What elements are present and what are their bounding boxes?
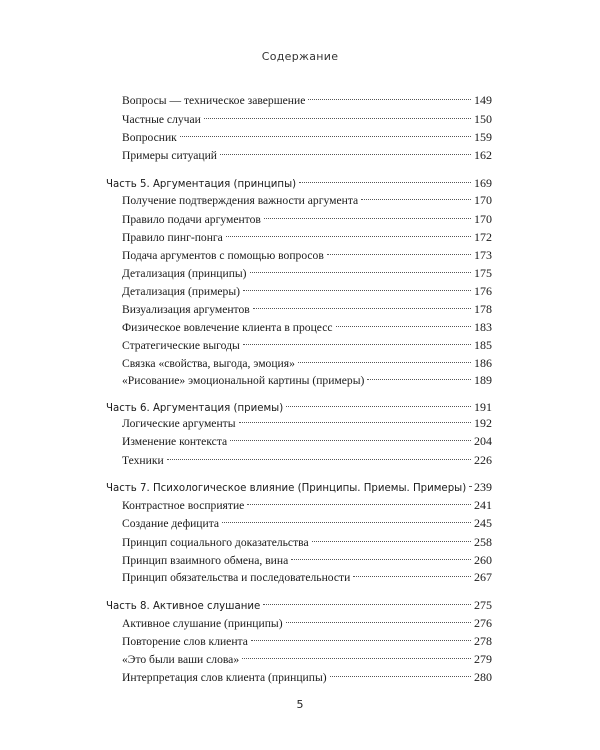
toc-entry-title: «Это были ваши слова» xyxy=(122,653,240,666)
toc-entry-title: Техники xyxy=(122,454,164,467)
toc-entry-title: Часть 7. Психологическое влияние (Принципы. Приемы. Примеры) xyxy=(106,483,467,494)
toc-entry xyxy=(122,354,492,372)
toc-entry-title: Частные случаи xyxy=(122,113,201,126)
toc-entry-title: Принцип обязательства и последовательности xyxy=(122,571,351,584)
toc-part-entry xyxy=(106,174,492,192)
dot-leader xyxy=(180,136,471,137)
toc-entry xyxy=(122,632,492,650)
toc-entry-title: Физическое вовлечение клиента в процесс xyxy=(122,321,333,334)
dot-leader xyxy=(220,154,471,155)
toc-entry-title: Часть 6. Аргументация (приемы) xyxy=(106,403,284,414)
toc-entry-page: 170 xyxy=(474,212,492,226)
dot-leader xyxy=(298,362,471,363)
toc-entry xyxy=(122,318,492,336)
dot-leader xyxy=(226,236,471,237)
dot-leader xyxy=(312,541,471,542)
toc-entry xyxy=(122,650,492,668)
toc-entry-page: 150 xyxy=(474,112,492,126)
toc-entry-title: Стратегические выгоды xyxy=(122,339,240,352)
toc-entry xyxy=(122,146,492,164)
dot-leader xyxy=(230,440,471,441)
dot-leader xyxy=(286,622,471,623)
dot-leader xyxy=(250,272,471,273)
toc-entry xyxy=(122,614,492,632)
dot-leader xyxy=(286,406,471,407)
toc-entry xyxy=(122,246,492,264)
toc-part-entry xyxy=(106,478,492,496)
toc-entry-page: 178 xyxy=(474,302,492,316)
toc-entry xyxy=(122,210,492,228)
toc-entry-title: Часть 5. Аргументация (принципы) xyxy=(106,179,297,190)
toc-entry xyxy=(122,91,492,109)
toc-entry-page: 280 xyxy=(474,670,492,684)
toc-entry-title: Повторение слов клиента xyxy=(122,635,248,648)
toc-entry-title: Создание дефицита xyxy=(122,517,220,530)
toc-entry-title: Связка «свойства, выгода, эмоция» xyxy=(122,357,295,370)
toc-entry-page: 185 xyxy=(474,338,492,352)
toc-entry xyxy=(122,551,492,569)
page-header: Содержание xyxy=(261,50,339,63)
toc-entry-title: Детализация (принципы) xyxy=(122,267,247,280)
toc-entry-title: Подача аргументов с помощью вопросов xyxy=(122,249,324,262)
toc-entry xyxy=(122,668,492,686)
toc-entry-page: 186 xyxy=(474,356,492,370)
toc-entry-title: Принцип взаимного обмена, вина xyxy=(122,554,289,567)
toc-entry-title: Принцип социального доказательства xyxy=(122,536,309,549)
toc-entry-page: 267 xyxy=(474,570,492,584)
toc-entry-page: 278 xyxy=(474,634,492,648)
dot-leader xyxy=(367,379,471,380)
dot-leader xyxy=(299,182,471,183)
toc-entry-title: Интерпретация слов клиента (принципы) xyxy=(122,671,327,684)
toc-entry-page: 176 xyxy=(474,284,492,298)
toc-entry xyxy=(122,128,492,146)
toc-entry-title: Вопросник xyxy=(122,131,177,144)
toc-entry-title: Контрастное восприятие xyxy=(122,499,245,512)
toc-entry-title: Детализация (примеры) xyxy=(122,285,241,298)
toc-entry-page: 149 xyxy=(474,93,492,107)
toc-entry xyxy=(122,451,492,469)
toc-entry-title: Получение подтверждения важности аргумента xyxy=(122,194,359,207)
dot-leader xyxy=(204,118,471,119)
dot-leader xyxy=(251,640,471,641)
toc-entry-title: Правило пинг-понга xyxy=(122,231,223,244)
toc-entry-page: 191 xyxy=(474,400,492,414)
dot-leader xyxy=(330,676,471,677)
toc-entry-page: 260 xyxy=(474,553,492,567)
toc-entry-title: Логические аргументы xyxy=(122,417,236,430)
toc-entry-page: 279 xyxy=(474,652,492,666)
toc-entry-title: Правило подачи аргументов xyxy=(122,213,261,226)
toc-entry-page: 159 xyxy=(474,130,492,144)
toc-entry-title: Вопросы — техническое завершение xyxy=(122,94,306,107)
toc-entry-page: 175 xyxy=(474,266,492,280)
page-number: 5 xyxy=(296,698,304,711)
dot-leader xyxy=(336,326,472,327)
toc-entry-page: 183 xyxy=(474,320,492,334)
toc-entry xyxy=(122,568,492,586)
toc-entry xyxy=(122,191,492,209)
dot-leader xyxy=(167,459,471,460)
toc-entry-page: 189 xyxy=(474,373,492,387)
toc-entry-title: «Рисование» эмоциональной картины (примеры) xyxy=(122,374,365,387)
toc-entry xyxy=(122,514,492,532)
toc-entry-page: 226 xyxy=(474,453,492,467)
dot-leader xyxy=(308,99,471,100)
dot-leader xyxy=(243,290,471,291)
toc-entry xyxy=(122,336,492,354)
toc-entry-page: 170 xyxy=(474,193,492,207)
toc-entry-title: Примеры ситуаций xyxy=(122,149,218,162)
dot-leader xyxy=(361,199,471,200)
toc-entry xyxy=(122,110,492,128)
toc-entry-page: 173 xyxy=(474,248,492,262)
toc-entry-title: Визуализация аргументов xyxy=(122,303,250,316)
toc-entry-page: 162 xyxy=(474,148,492,162)
toc-entry-page: 241 xyxy=(474,498,492,512)
toc-entry xyxy=(122,300,492,318)
dot-leader xyxy=(264,218,471,219)
toc-entry-page: 172 xyxy=(474,230,492,244)
toc-entry-title: Активное слушание (принципы) xyxy=(122,617,283,630)
dot-leader xyxy=(239,422,471,423)
toc-entry xyxy=(122,496,492,514)
dot-leader xyxy=(469,486,471,487)
toc-entry xyxy=(122,432,492,450)
toc-part-entry xyxy=(106,596,492,614)
toc-entry-page: 169 xyxy=(474,176,492,190)
toc-entry-title: Изменение контекста xyxy=(122,435,228,448)
dot-leader xyxy=(291,559,471,560)
toc-entry-page: 258 xyxy=(474,535,492,549)
toc-entry-page: 192 xyxy=(474,416,492,430)
toc-entry xyxy=(122,282,492,300)
dot-leader xyxy=(327,254,471,255)
toc-entry xyxy=(122,228,492,246)
toc-entry-page: 204 xyxy=(474,434,492,448)
dot-leader xyxy=(353,576,471,577)
toc-entry-page: 276 xyxy=(474,616,492,630)
toc-entry-title: Часть 8. Активное слушание xyxy=(106,601,261,612)
toc-entry xyxy=(122,533,492,551)
toc-entry-page: 239 xyxy=(474,480,492,494)
toc-entry-page: 275 xyxy=(474,598,492,612)
dot-leader xyxy=(242,658,471,659)
dot-leader xyxy=(263,604,471,605)
dot-leader xyxy=(243,344,471,345)
toc-entry-page: 245 xyxy=(474,516,492,530)
toc-entry xyxy=(122,264,492,282)
dot-leader xyxy=(222,522,471,523)
dot-leader xyxy=(247,504,471,505)
toc-entry xyxy=(122,371,492,389)
toc-entry xyxy=(122,414,492,432)
dot-leader xyxy=(253,308,471,309)
